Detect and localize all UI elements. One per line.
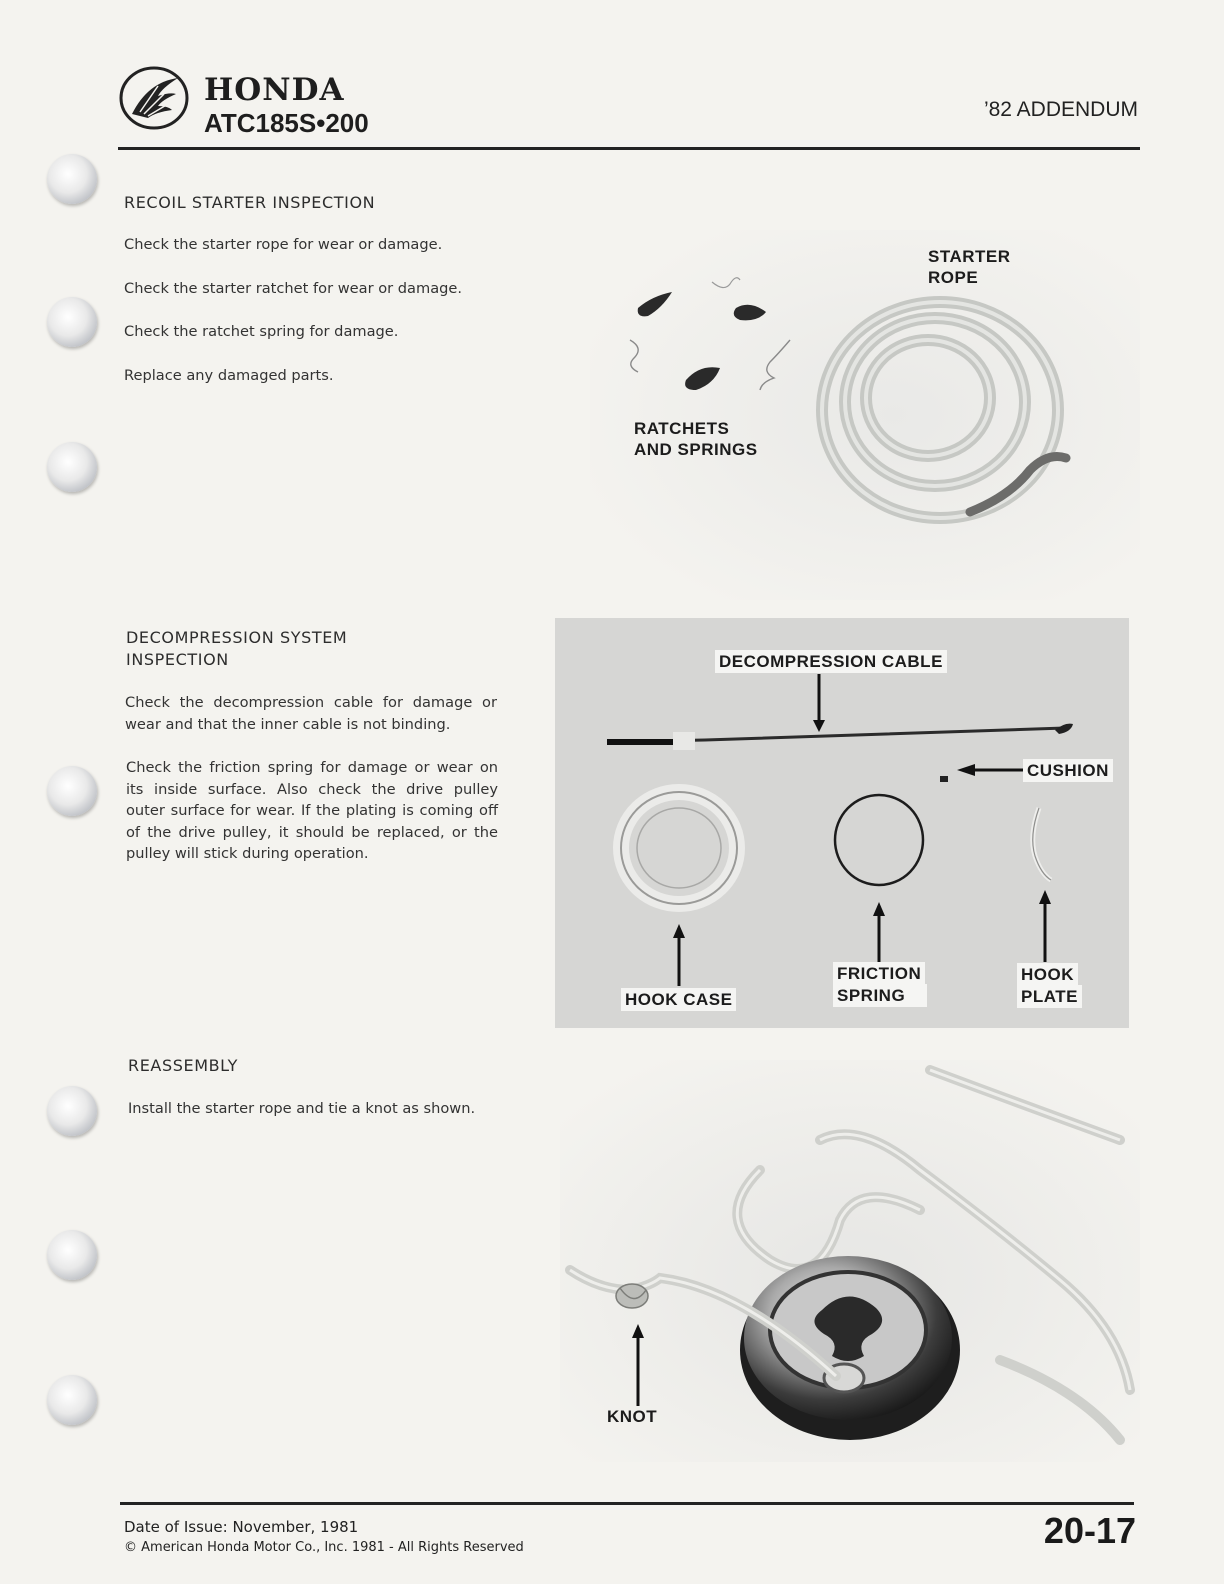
decompression-parts-photo: [555, 618, 1129, 1028]
brand-name: HONDA: [204, 72, 345, 108]
copyright-notice: © American Honda Motor Co., Inc. 1981 - All Rights Reserved: [124, 1540, 524, 1555]
friction-spring-label: SPRING: [833, 984, 927, 1007]
binder-hole: [47, 1086, 97, 1136]
recoil-line: Check the ratchet spring for damage.: [124, 323, 399, 340]
binder-hole: [47, 1375, 97, 1425]
recoil-starter-photo: [590, 230, 1140, 600]
decompression-paragraph: Check the decompression cable for damage or wear and that the inner cable is not binding.: [125, 694, 497, 733]
rope-knot-photo: [560, 1060, 1140, 1462]
honda-wing-logo-icon: [118, 62, 190, 134]
reassembly-paragraph: Install the starter rope and tie a knot as shown.: [128, 1100, 476, 1117]
binder-hole: [47, 1230, 97, 1280]
decompression-title: INSPECTION: [126, 650, 229, 669]
page-number: 20-17: [1043, 1510, 1136, 1551]
ratchets-springs-label: AND SPRINGS: [634, 440, 758, 459]
hook-plate-label: PLATE: [1017, 985, 1082, 1008]
issue-date: Date of Issue: November, 1981: [124, 1518, 359, 1536]
recoil-line: Check the starter rope for wear or damage.: [124, 236, 443, 253]
footer-rule: [120, 1502, 1134, 1505]
decompression-paragraph: Check the friction spring for damage or wear on its inside surface. Also check the drive pulley outer surface for wear. If the plating is coming off of the drive pulley, it should be replaced, or the pulley will stick during operation.: [126, 759, 498, 862]
recoil-line: Replace any damaged parts.: [124, 367, 334, 384]
hook-plate-label: HOOK: [1017, 963, 1078, 986]
knot-label: KNOT: [607, 1407, 658, 1426]
binder-hole: [47, 297, 97, 347]
cushion-label: CUSHION: [1023, 759, 1113, 782]
hook-case-label: HOOK CASE: [621, 988, 736, 1011]
decompression-title: DECOMPRESSION SYSTEM: [126, 628, 348, 647]
starter-rope-label: STARTER: [928, 247, 1011, 266]
binder-hole: [47, 154, 97, 204]
addendum-label: ’82 ADDENDUM: [983, 98, 1138, 121]
reassembly-title: REASSEMBLY: [128, 1056, 238, 1075]
model-name: ATC185S•200: [204, 108, 369, 138]
binder-hole: [47, 766, 97, 816]
decompression-cable-label: DECOMPRESSION CABLE: [715, 650, 947, 673]
header-rule: [118, 147, 1140, 150]
friction-spring-label: FRICTION: [833, 962, 925, 985]
binder-hole: [47, 442, 97, 492]
recoil-line: Check the starter ratchet for wear or damage.: [124, 280, 463, 297]
ratchets-springs-label: RATCHETS: [634, 419, 730, 438]
starter-rope-label: ROPE: [928, 268, 979, 287]
recoil-title: RECOIL STARTER INSPECTION: [124, 193, 376, 212]
